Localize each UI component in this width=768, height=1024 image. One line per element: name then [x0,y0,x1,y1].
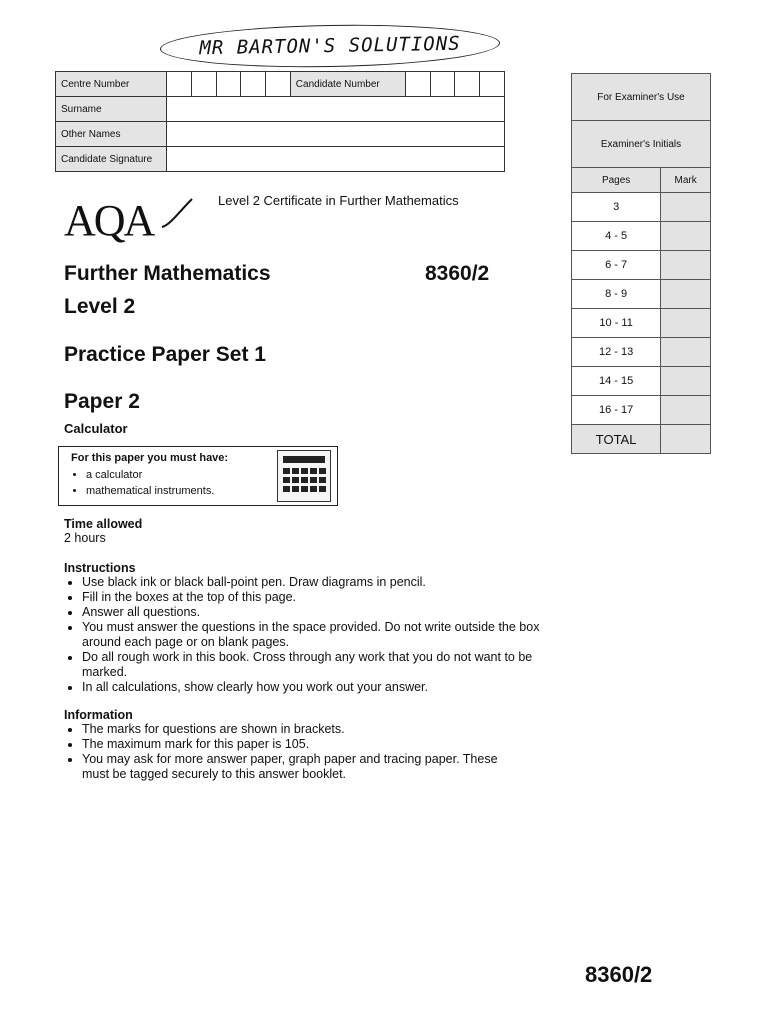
list-item: • You must answer the questions in the space provided. Do not write outside the box around each page or on blank pages. [82,620,554,650]
certificate-title: Level 2 Certificate in Further Mathematics [218,193,459,208]
total-label: TOTAL [572,425,661,454]
other-names-label: Other Names [56,122,167,147]
pages-cell: 8 - 9 [572,280,661,309]
time-allowed-value: 2 hours [64,531,106,545]
examiner-use-table [571,73,711,454]
time-allowed-section [64,517,564,545]
mark-column-header: Mark [661,168,711,193]
pages-cell: 16 - 17 [572,396,661,425]
level-title: Level 2 [64,295,136,318]
equipment-box [58,446,338,506]
candidate-number-box[interactable] [455,72,480,97]
paper-code: 8360/2 [425,262,490,285]
candidate-number-label: Candidate Number [290,72,405,97]
examiner-initials-label: Examiner's Initials [572,121,711,168]
list-item: • mathematical instruments. [86,483,214,499]
mark-cell[interactable] [661,280,711,309]
instructions-heading: Instructions [64,561,136,575]
list-item: • Do all rough work in this book. Cross through any work that you do not want to be marked. [82,650,554,680]
list-item: • Use black ink or black ball-point pen. Draw diagrams in pencil. [82,575,554,590]
centre-number-box[interactable] [266,72,291,97]
pages-cell: 10 - 11 [572,309,661,338]
mark-cell[interactable] [661,251,711,280]
information-section [64,708,504,782]
candidate-details-table [55,71,505,172]
other-names-field[interactable] [167,122,505,147]
handwritten-solutions-note: MR BARTON'S SOLUTIONS [160,22,501,70]
surname-label: Surname [56,97,167,122]
list-item: • You may ask for more answer paper, graph paper and tracing paper. These must be tagged securely to this answer booklet. [82,752,504,782]
mark-cell[interactable] [661,338,711,367]
time-allowed-heading: Time allowed [64,517,143,531]
list-item: • The maximum mark for this paper is 105. [82,737,504,752]
logo-tick-icon [160,197,194,231]
pages-cell: 3 [572,193,661,222]
mark-cell[interactable] [661,309,711,338]
list-item: • In all calculations, show clearly how you work out your answer. [82,680,554,695]
aqa-logo: AQA [64,195,153,246]
calculator-label: Calculator [64,421,128,436]
subject-title: Further Mathematics [64,262,271,285]
mark-cell[interactable] [661,367,711,396]
list-item: • The marks for questions are shown in brackets. [82,722,504,737]
pages-cell: 6 - 7 [572,251,661,280]
practice-set-title: Practice Paper Set 1 [64,343,266,366]
centre-number-box[interactable] [191,72,216,97]
mark-cell[interactable] [661,222,711,251]
centre-number-label: Centre Number [56,72,167,97]
examiner-use-title: For Examiner's Use [572,74,711,121]
mark-cell[interactable] [661,193,711,222]
candidate-number-box[interactable] [430,72,455,97]
candidate-signature-label: Candidate Signature [56,147,167,172]
calculator-icon [277,450,331,502]
centre-number-box[interactable] [216,72,241,97]
surname-field[interactable] [167,97,505,122]
list-item: • Fill in the boxes at the top of this page. [82,590,554,605]
mark-cell[interactable] [661,396,711,425]
list-item: • Answer all questions. [82,605,554,620]
equipment-list [71,467,214,499]
candidate-number-box[interactable] [480,72,505,97]
list-item: • a calculator [86,467,214,483]
instructions-section [64,561,554,695]
total-mark-cell[interactable] [661,425,711,454]
pages-cell: 4 - 5 [572,222,661,251]
paper-title: Paper 2 [64,390,140,413]
footer-paper-code: 8360/2 [585,962,653,987]
centre-number-box[interactable] [241,72,266,97]
pages-cell: 14 - 15 [572,367,661,396]
candidate-number-box[interactable] [406,72,431,97]
candidate-signature-field[interactable] [167,147,505,172]
equipment-title: For this paper you must have: [71,452,229,464]
information-heading: Information [64,708,133,722]
centre-number-box[interactable] [167,72,192,97]
pages-column-header: Pages [572,168,661,193]
pages-cell: 12 - 13 [572,338,661,367]
